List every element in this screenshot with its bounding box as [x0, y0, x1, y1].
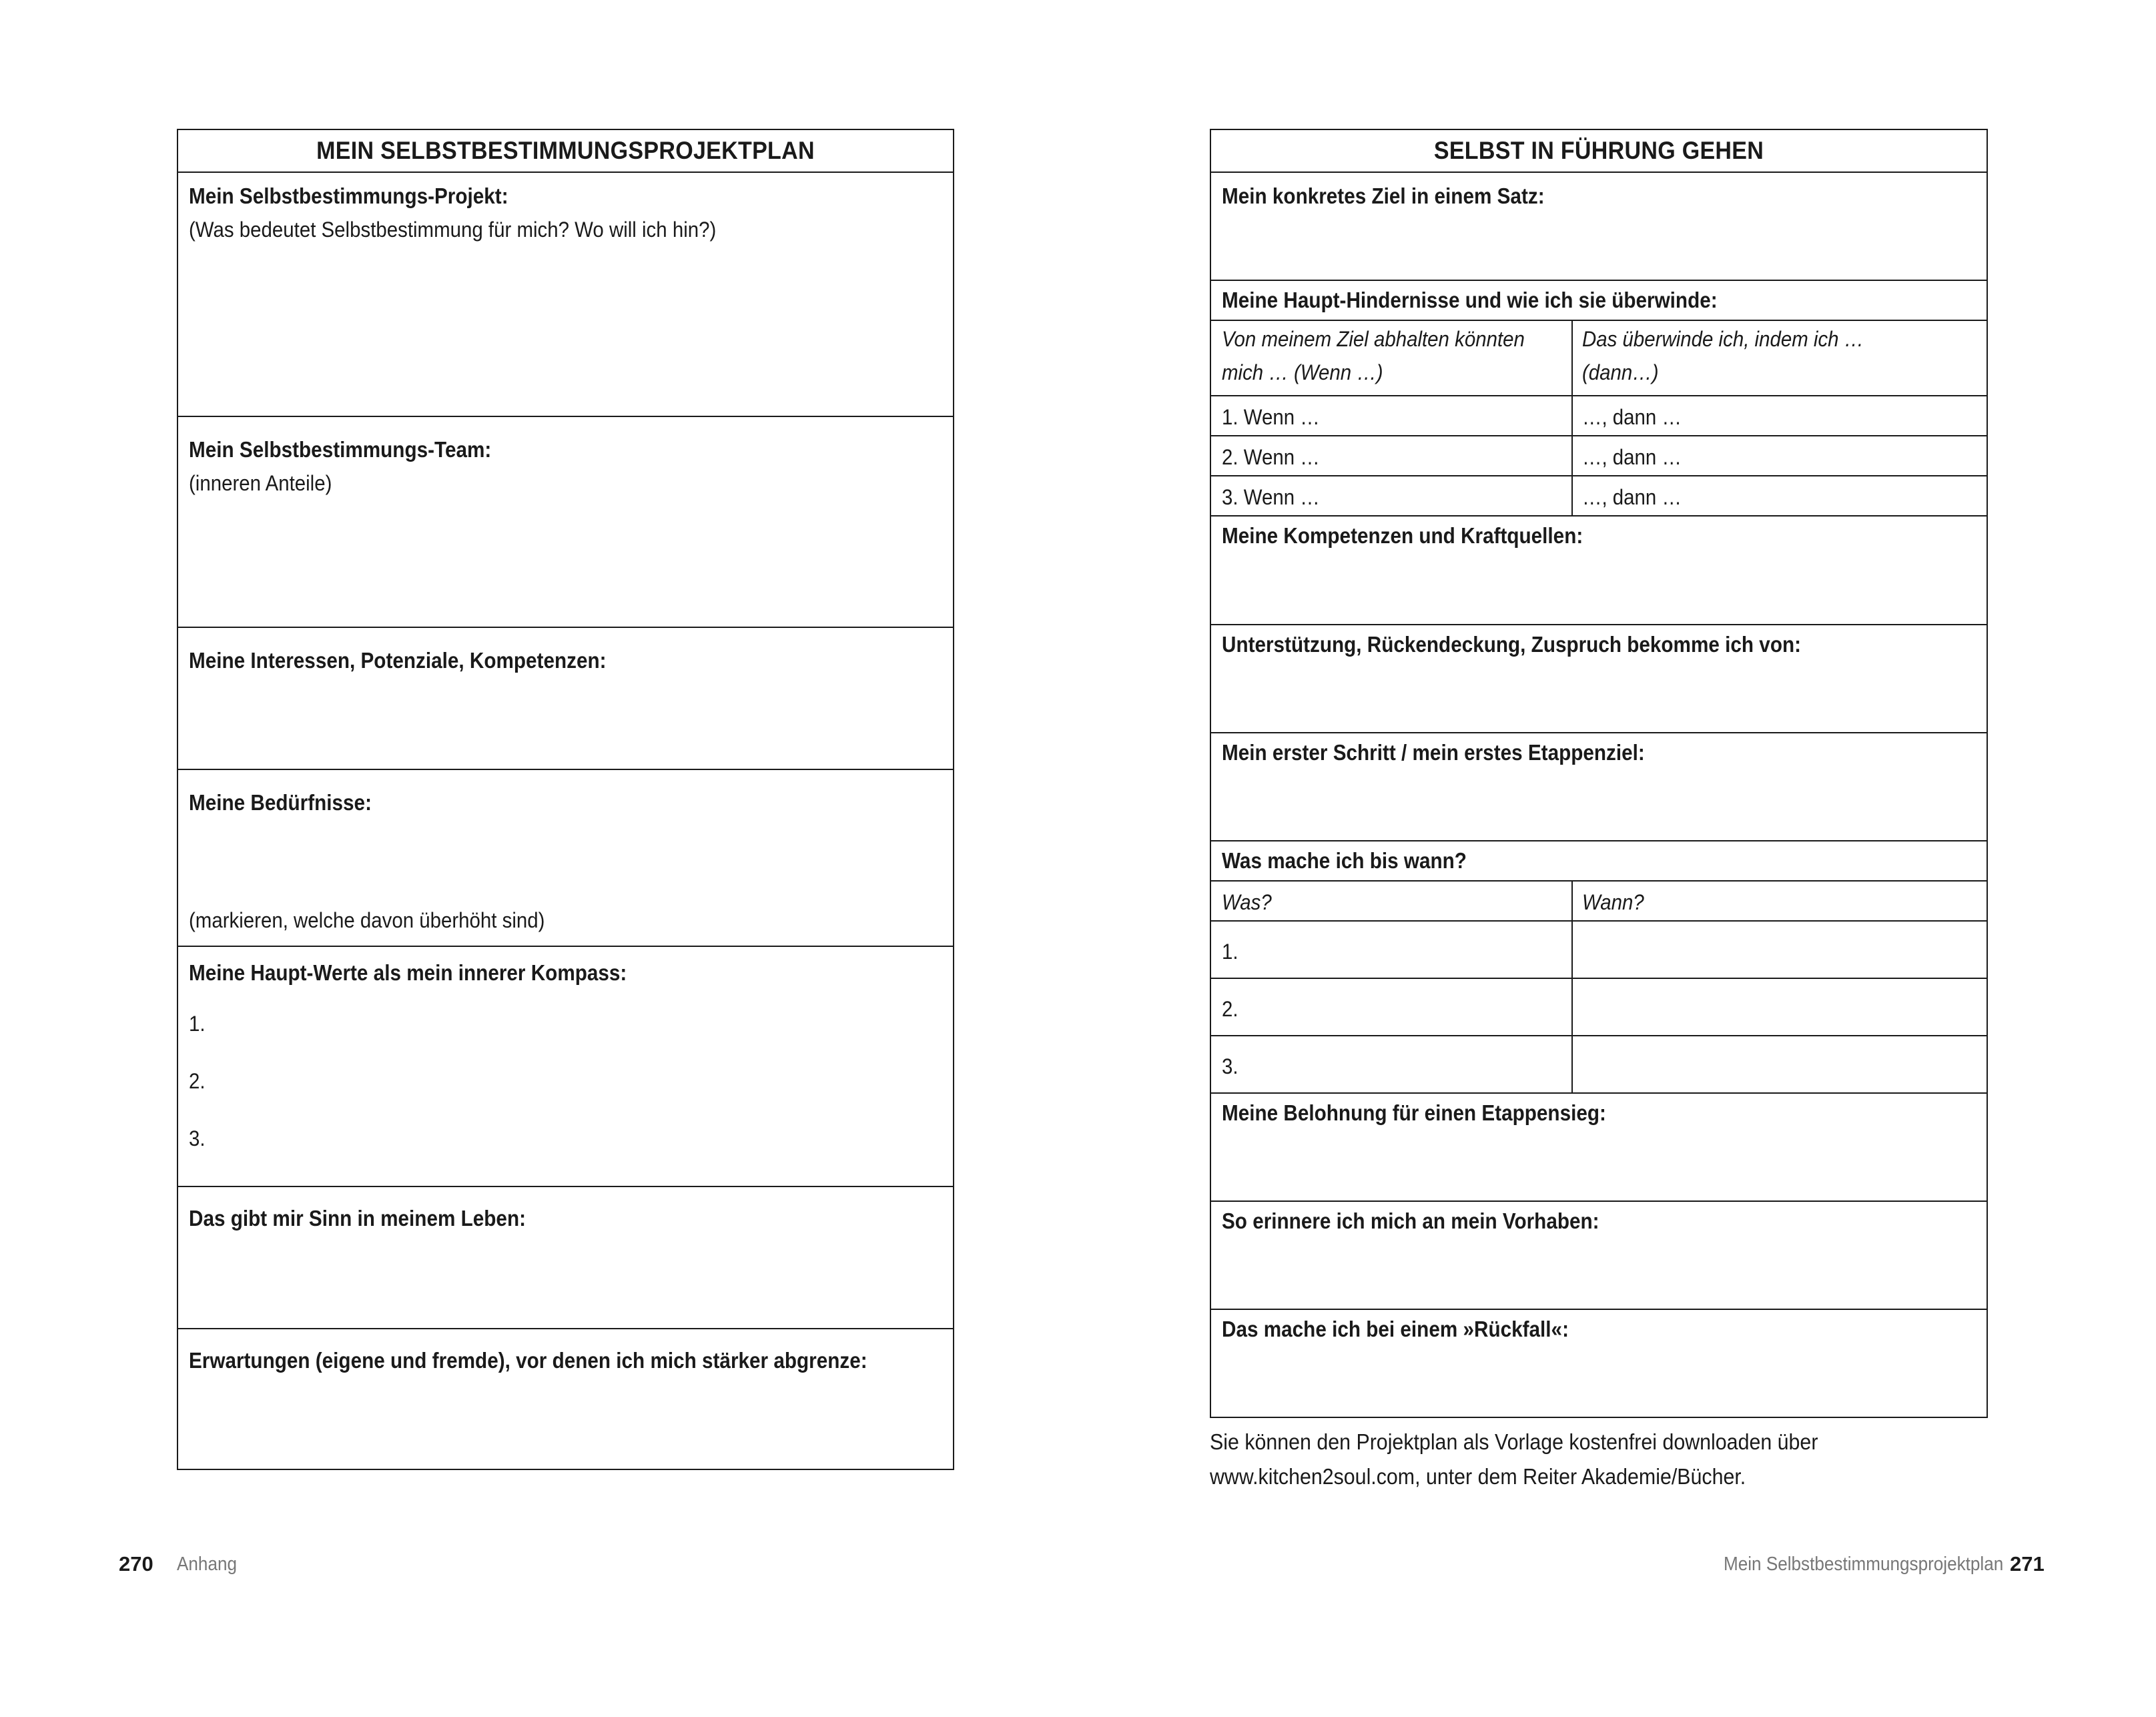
cell-text: 1. Wenn …	[1222, 405, 1320, 429]
section-label: Mein Selbstbestimmungs-Team:	[189, 437, 492, 462]
plan-header-row	[1211, 880, 1987, 920]
section-goal	[1211, 171, 1987, 280]
section-first-step	[1211, 732, 1987, 840]
cell-text: …, dann …	[1582, 405, 1682, 429]
section-obstacles	[1211, 280, 1987, 320]
right-page-number: 271	[2010, 1552, 2045, 1576]
section-label: Mein Selbstbestimmungs-Projekt:	[189, 184, 508, 208]
section-plan	[1211, 840, 1987, 880]
section-label: Meine Kompetenzen und Kraftquellen:	[1222, 523, 1583, 548]
section-label: Erwartungen (eigene und fremde), vor denen ich mich stärker abgrenze:	[189, 1348, 867, 1373]
plan-item	[1211, 991, 1250, 1026]
plan-item	[1211, 934, 1250, 968]
table-row	[1211, 978, 1987, 1035]
header-text: mich … (Wenn …)	[1222, 360, 1383, 384]
section-team	[178, 416, 953, 627]
cell-text: 3. Wenn …	[1222, 485, 1320, 509]
section-hint: (Was bedeutet Selbstbestimmung für mich? Wo will ich hin?)	[189, 218, 717, 242]
cell-text: 2. Wenn …	[1222, 445, 1320, 469]
section-label: Das gibt mir Sinn in meinem Leben:	[189, 1206, 526, 1231]
right-running-head: Mein Selbstbestimmungsprojektplan	[1724, 1554, 2004, 1575]
section-label: Meine Haupt-Hindernisse und wie ich sie überwinde:	[1222, 288, 1718, 312]
table-row	[1211, 475, 1987, 515]
section-relapse	[1211, 1309, 1987, 1418]
plan-header-what	[1211, 884, 1287, 919]
section-label: Meine Haupt-Werte als mein innerer Kompass:	[189, 960, 627, 985]
table-row	[1211, 1035, 1987, 1092]
obstacles-header-left	[1211, 321, 1571, 389]
download-note-line-2: www.kitchen2soul.com, unter dem Reiter Akademie/Bücher.	[1210, 1464, 1746, 1489]
section-reward	[1211, 1092, 1987, 1200]
obstacles-header-right	[1571, 321, 1985, 389]
header-text: Das überwinde ich, indem ich …	[1582, 327, 1864, 351]
obstacle-then	[1571, 439, 1701, 474]
obstacle-if	[1211, 399, 1339, 434]
section-footnote: (markieren, welche davon überhöht sind)	[189, 908, 545, 932]
section-label: Mein konkretes Ziel in einem Satz:	[1222, 184, 1545, 208]
section-label: Meine Bedürfnisse:	[189, 790, 372, 815]
section-support	[1211, 624, 1987, 732]
cell-text: …, dann …	[1582, 445, 1682, 469]
section-competences	[1211, 515, 1987, 624]
header-text: Wann?	[1582, 890, 1644, 914]
section-label: Was mache ich bis wann?	[1222, 848, 1467, 873]
list-item: 3.	[189, 1126, 206, 1150]
section-label: So erinnere ich mich an mein Vorhaben:	[1222, 1209, 1599, 1233]
right-form-title: SELBST IN FÜHRUNG GEHEN	[1433, 137, 1764, 164]
section-hint: (inneren Anteile)	[189, 471, 332, 495]
section-needs	[178, 769, 953, 946]
section-values	[178, 946, 953, 1186]
obstacle-if	[1211, 479, 1339, 514]
obstacle-then	[1571, 479, 1701, 514]
obstacle-if	[1211, 439, 1339, 474]
download-note-line-1: Sie können den Projektplan als Vorlage kostenfrei downloaden über	[1210, 1429, 1818, 1454]
cell-text: 2.	[1222, 997, 1238, 1021]
section-label: Mein erster Schritt / mein erstes Etappenziel:	[1222, 740, 1645, 765]
table-row	[1211, 395, 1987, 435]
left-form-title: MEIN SELBSTBESTIMMUNGSPROJEKTPLAN	[316, 137, 815, 164]
list-item: 1.	[189, 1012, 206, 1036]
obstacles-divider	[1571, 320, 1573, 515]
section-label: Unterstützung, Rückendeckung, Zuspruch bekomme ich von:	[1222, 632, 1802, 657]
plan-divider	[1571, 880, 1573, 1092]
right-form	[1210, 129, 1988, 1418]
header-text: Was?	[1222, 890, 1272, 914]
left-running-head: Anhang	[177, 1554, 237, 1575]
plan-item	[1211, 1048, 1250, 1083]
section-project	[178, 171, 953, 416]
section-remind	[1211, 1200, 1987, 1309]
section-expectations	[178, 1328, 953, 1470]
left-form	[177, 129, 954, 1470]
cell-text: 3.	[1222, 1054, 1238, 1078]
section-meaning	[178, 1186, 953, 1328]
header-text: Von meinem Ziel abhalten könnten	[1222, 327, 1525, 351]
section-label: Meine Belohnung für einen Etappensieg:	[1222, 1100, 1606, 1125]
obstacle-then	[1571, 399, 1701, 434]
list-item: 2.	[189, 1069, 206, 1093]
section-interests	[178, 627, 953, 769]
left-page-number: 270	[119, 1552, 153, 1576]
obstacles-header-row	[1211, 320, 1987, 395]
table-row	[1211, 920, 1987, 978]
section-label: Das mache ich bei einem »Rückfall«:	[1222, 1317, 1569, 1341]
section-label: Meine Interessen, Potenziale, Kompetenzen:	[189, 648, 607, 673]
cell-text: 1.	[1222, 940, 1238, 964]
plan-header-when	[1571, 884, 1660, 919]
header-text: (dann…)	[1582, 360, 1659, 384]
table-row	[1211, 435, 1987, 475]
cell-text: …, dann …	[1582, 485, 1682, 509]
